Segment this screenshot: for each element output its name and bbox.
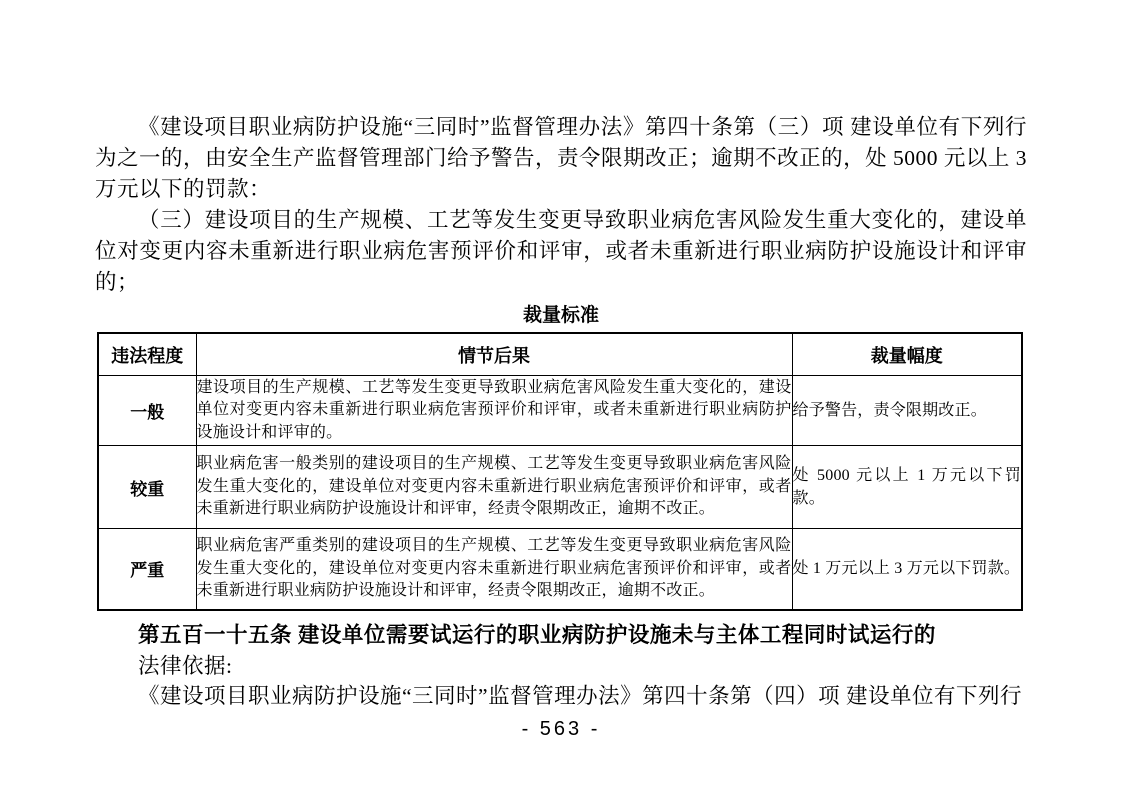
table-header-row bbox=[98, 333, 1022, 376]
article-515-heading: 第五百一十五条 建设单位需要试运行的职业病防护设施未与主体工程同时试运行的 bbox=[138, 622, 936, 647]
violation-level-cell: 较重 bbox=[98, 446, 196, 529]
column-header-violation-degree: 违法程度 bbox=[98, 333, 196, 376]
table-title: 裁量标准 bbox=[522, 305, 599, 326]
discretion-standard-table bbox=[97, 332, 1023, 611]
paragraph-regulation-clause3-intro: 《建设项目职业病防护设施“三同时”监督管理办法》第四十条第（三）项 建设单位有下列行为之一的，由安全生产监督管理部门给予警告，责令限期改正；逾期不改正的，处 5000 元以上 3 万元以下的罚款： bbox=[95, 115, 1027, 201]
table-row bbox=[98, 376, 1022, 446]
circumstance-cell: 建设项目的生产规模、工艺等发生变更导致职业病危害风险发生重大变化的，建设单位对变更内容未重新进行职业病危害预评价和评审，或者未重新进行职业病防护设施设计和评审的。 bbox=[196, 376, 792, 446]
table-row bbox=[98, 529, 1022, 610]
page-number: - 563 - bbox=[521, 718, 601, 740]
violation-level-cell: 一般 bbox=[98, 376, 196, 446]
column-header-discretion-range: 裁量幅度 bbox=[792, 333, 1022, 376]
discretion-range-cell: 给予警告，责令限期改正。 bbox=[792, 376, 1022, 446]
circumstance-cell: 职业病危害严重类别的建设项目的生产规模、工艺等发生变更导致职业病危害风险发生重大变化的，建设单位对变更内容未重新进行职业病危害预评价和评审，或者未重新进行职业病防护设施设计和评审，经责令限期改正，逾期不改正。 bbox=[196, 529, 792, 610]
discretion-range-cell: 处 1 万元以上 3 万元以下罚款。 bbox=[792, 529, 1022, 610]
violation-level-cell: 严重 bbox=[98, 529, 196, 610]
circumstance-cell: 职业病危害一般类别的建设项目的生产规模、工艺等发生变更导致职业病危害风险发生重大变化的，建设单位对变更内容未重新进行职业病危害预评价和评审，或者未重新进行职业病防护设施设计和评审，经责令限期改正，逾期不改正。 bbox=[196, 446, 792, 529]
paragraph-regulation-clause4-intro: 《建设项目职业病防护设施“三同时”监督管理办法》第四十条第（四）项 建设单位有下列行 bbox=[138, 683, 1022, 708]
paragraph-clause3-item: （三）建设项目的生产规模、工艺等发生变更导致职业病危害风险发生重大变化的，建设单位对变更内容未重新进行职业病危害预评价和评审，或者未重新进行职业病防护设施设计和评审的； bbox=[95, 208, 1027, 294]
column-header-circumstance: 情节后果 bbox=[196, 333, 792, 376]
discretion-range-cell: 处 5000 元以上 1 万元以下罚款。 bbox=[792, 446, 1022, 529]
table-row bbox=[98, 446, 1022, 529]
document-content bbox=[95, 112, 1027, 712]
legal-basis-label: 法律依据: bbox=[138, 653, 233, 678]
